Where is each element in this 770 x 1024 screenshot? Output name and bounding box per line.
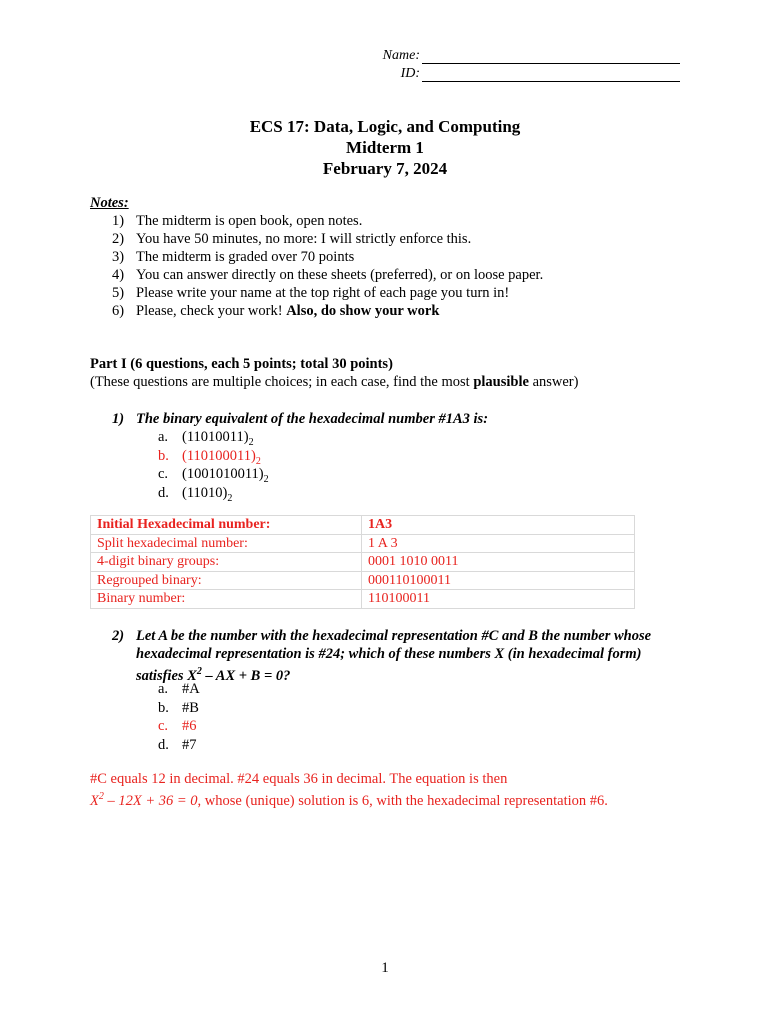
note-item: 6) Please, check your work! Also, do show your work xyxy=(112,303,440,319)
note-item: 5) Please write your name at the top right of each page you turn in! xyxy=(112,285,510,301)
question-2: 2) Let A be the number with the hexadecimal representation #C and B the number whose xyxy=(112,628,652,644)
note-item: 4) You can answer directly on these sheets (preferred), or on loose paper. xyxy=(112,267,544,283)
name-field xyxy=(360,48,680,64)
exam-title: Midterm 1 xyxy=(346,138,424,157)
table-cell-value: 110100011 xyxy=(362,590,635,609)
table-cell-label: Regrouped binary: xyxy=(91,571,362,590)
name-blank-line xyxy=(422,48,680,64)
option-d: d. $(11010)_2$ xyxy=(158,484,233,504)
table-cell-value: 000110100011 xyxy=(362,571,635,590)
table-row xyxy=(91,571,635,590)
option-a: a. $(11010011)_2$ xyxy=(158,429,254,448)
table-cell-value: 0001 1010 0011 xyxy=(362,553,635,572)
notes-heading: Notes: xyxy=(90,195,129,211)
table-cell-value: 1A3 xyxy=(362,516,635,535)
note-emphasis: Also, do show your work xyxy=(286,303,440,319)
question-2-line2: hexadecimal representation is #24; which of these numbers X (in hexadecimal form) xyxy=(136,646,642,662)
table-row xyxy=(91,534,635,553)
table-row xyxy=(91,516,635,535)
name-label: Name: xyxy=(382,48,420,63)
table-cell-label: Split hexadecimal number: xyxy=(91,534,362,553)
q2-explanation-line1: #C equals 12 in decimal. #24 equals 36 in decimal. The equation is then xyxy=(90,771,508,787)
option-b: b. #B xyxy=(158,699,199,716)
id-label: ID: xyxy=(400,66,420,81)
note-item: 3) The midterm is graded over 70 points xyxy=(112,249,355,265)
id-field xyxy=(360,66,680,82)
notes-list xyxy=(112,212,543,320)
exam-date: February 7, 2024 xyxy=(322,159,448,178)
table-cell-label: 4-digit binary groups: xyxy=(91,553,362,572)
q2-explanation-line2: $X^2 - 12X + 36 = 0$, whose (unique) solution is 6, with the hexadecimal representation #6. xyxy=(90,791,608,809)
option-a: a. #A xyxy=(158,681,200,697)
option-c: c. $(1001010011)_2$ xyxy=(158,466,269,485)
q2-equation: $X^2 - 12X + 36 = 0$ xyxy=(90,791,198,809)
id-blank-line xyxy=(422,66,680,82)
option-c-correct: c. #6 xyxy=(158,718,197,734)
option-d: d. #7 xyxy=(158,736,197,753)
table-row xyxy=(91,590,635,609)
page-number: 1 xyxy=(381,960,389,976)
question-2-line3: satisfies $X^2$ – AX + B = 0? xyxy=(136,666,291,684)
part1-instructions: (These questions are multiple choices; in each case, find the most plausible answer) xyxy=(90,374,579,390)
table-cell-value: 1 A 3 xyxy=(362,534,635,553)
question-1-options xyxy=(158,428,269,502)
question-1: 1) The binary equivalent of the hexadecimal number #1A3 is: xyxy=(112,411,489,427)
note-item: 1) The midterm is open book, open notes. xyxy=(112,213,363,229)
question-2-options xyxy=(158,680,200,754)
part1-heading: Part I (6 questions, each 5 points; total 30 points) xyxy=(90,356,393,372)
table-cell-label: Binary number: xyxy=(91,590,362,609)
conversion-table xyxy=(90,515,635,609)
option-b-correct: b. $(110100011)_2$ xyxy=(158,447,261,467)
course-title: ECS 17: Data, Logic, and Computing xyxy=(249,117,521,136)
table-cell-label: Initial Hexadecimal number: xyxy=(91,516,362,535)
table-row xyxy=(91,553,635,572)
note-item: 2) You have 50 minutes, no more: I will strictly enforce this. xyxy=(112,231,472,247)
